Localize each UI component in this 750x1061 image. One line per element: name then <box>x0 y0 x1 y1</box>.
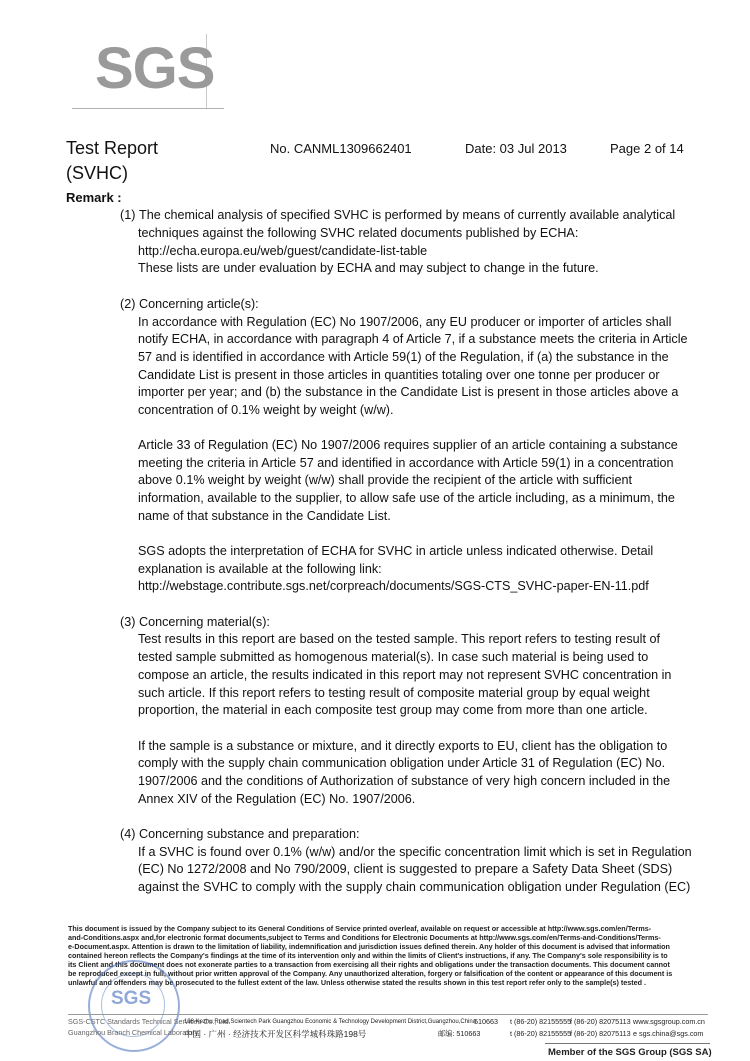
sgs-paper-link: http://webstage.contribute.sgs.net/corpreach/documents/SGS-CTS_SVHC-paper-EN-11.pdf <box>138 579 649 593</box>
remark-heading: Remark : <box>66 190 122 205</box>
echa-link: http://echa.europa.eu/web/guest/candidate-list-table <box>138 244 428 258</box>
address-english: 198 Kezhu Road,Scientech Park Guangzhou Economic & Technology Development District,Guangzhou,China <box>184 1019 477 1025</box>
body-line: above 0.1% weight by weight (w/w) shall provide the recipient of the article with sufficient <box>138 473 632 487</box>
body-line: If the sample is a substance or mixture, and it directly exports to EU, client has the obligation to <box>138 739 668 753</box>
member-divider <box>545 1043 710 1044</box>
body-line: Test results in this report are based on the tested sample. This report refers to testing result of <box>138 632 660 646</box>
lab-name: Guangzhou Branch Chemical Laboratory <box>68 1028 199 1037</box>
section-title: Concerning substance and preparation: <box>139 827 360 841</box>
address-chinese: 中国 · 广州 · 经济技术开发区科学城科珠路198号 <box>184 1029 367 1039</box>
section-title: Concerning material(s): <box>139 615 270 629</box>
disclaimer-line: be reproduced except in full, without prior written approval of the Company. Any unauthorized alteration, forgery or falsification of the content or appearance of this document is <box>68 969 673 978</box>
body-line: explanation is available at the following link: <box>138 562 382 576</box>
body-line: comply with the supply chain communication obligation under Article 31 of Regulation (EC) No. <box>138 756 666 770</box>
report-date: Date: 03 Jul 2013 <box>465 141 567 156</box>
disclaimer-line: This document is issued by the Company subject to its General Conditions of Service printed overleaf, available on request or accessible at http://www.sgs.com/en/Terms- <box>68 924 652 933</box>
section-number: (2) <box>120 297 136 311</box>
body-line: tested sample submitted as homogenous material(s). In case such material is being used to <box>138 650 649 664</box>
body-line: against the SVHC to comply with the supply chain communication obligation under Regulation (EC) <box>138 880 691 894</box>
disclaimer-line: its Client and this document does not exonerate parties to a transaction from exercising all their rights and obligations under the transaction documents. This document cannot <box>68 960 670 969</box>
company-name: SGS-CSTC Standards Technical Services Co., Ltd. <box>68 1017 231 1026</box>
body-line: notify ECHA, in accordance with paragraph 4 of Article 7, if a substance meets the criteria in Article <box>138 332 688 346</box>
phone-english: t (86-20) 82155555 <box>510 1017 572 1026</box>
disclaimer-line: unlawful and offenders may be prosecuted to the fullest extent of the law. Unless otherwise stated the results shown in this test report refer only to the sample(s) tested . <box>68 978 647 987</box>
website: www.sgsgroup.com.cn <box>633 1017 705 1026</box>
body-line: 1907/2006 and the conditions of Authorization of substance of very high concern included in the <box>138 774 671 788</box>
report-number: No. CANML1309662401 <box>270 141 412 156</box>
body-line: proportion, the material in each composite test group may come from more than one article. <box>138 703 648 717</box>
postcode-chinese: 邮编: 510663 <box>438 1029 481 1038</box>
body-line: In accordance with Regulation (EC) No 1907/2006, any EU producer or importer of articles shall <box>138 315 672 329</box>
phone-chinese: t (86-20) 82155555 <box>510 1029 572 1038</box>
section-number: (4) <box>120 827 136 841</box>
section-title: Concerning article(s): <box>139 297 259 311</box>
logo-underline <box>72 108 224 109</box>
body-line: compose an article, the results indicated in this report may not represent SVHC concentration in <box>138 668 672 682</box>
section-number: (1) <box>120 208 136 222</box>
body-line: such article. If this report refers to testing result of composite material group by equal weight <box>138 686 650 700</box>
body-line: importer per year; and (b) the substance in the Candidate List is present in those articles above a <box>138 385 679 399</box>
body-line: Article 33 of Regulation (EC) No 1907/2006 requires supplier of an article containing a substance <box>138 438 678 452</box>
email: e sgs.china@sgs.com <box>633 1029 704 1038</box>
body-line: information, available to the supplier, to allow safe use of the article including, as a minimum, the <box>138 491 675 505</box>
body-line: Candidate List is present in those articles in quantities totaling over one tonne per producer or <box>138 368 660 382</box>
body-line: techniques against the following SVHC related documents published by ECHA: <box>138 226 579 240</box>
disclaimer-line: and-Conditions.aspx and,for electronic format documents,subject to Terms and Conditions for Electronic Documents at http://www.sgs.com/en/Terms-and-Conditions/Terms- <box>68 933 661 942</box>
body-line: The chemical analysis of specified SVHC is performed by means of currently available analytical <box>139 208 676 222</box>
disclaimer-line: contained hereon reflects the Company's findings at the time of its intervention only and within the limits of Client's instructions, if any. The Company's sole responsibility is to <box>68 951 668 960</box>
body-line: concentration of 0.1% weight by weight (w/w). <box>138 403 394 417</box>
report-title: Test Report <box>66 138 159 158</box>
postcode-english: 510663 <box>474 1017 498 1026</box>
sgs-logo: SGS <box>95 36 215 101</box>
body-line: These lists are under evaluation by ECHA and may subject to change in the future. <box>138 261 599 275</box>
seal-label: SGS <box>111 988 152 1009</box>
body-line: meeting the criteria in Article 57 and identified in accordance with Article 59(1) in a concentration <box>138 456 674 470</box>
section-number: (3) <box>120 615 136 629</box>
report-subtitle: (SVHC) <box>66 163 128 183</box>
body-line: Annex XIV of the Regulation (EC) No. 1907/2006. <box>138 792 416 806</box>
group-membership: Member of the SGS Group (SGS SA) <box>548 1047 712 1058</box>
fax-chinese: f (86-20) 82075113 <box>570 1029 631 1038</box>
body-line: 57 and is identified in accordance with Article 59(1) of the Regulation, if (a) the substance in the <box>138 350 669 364</box>
body-line: If a SVHC is found over 0.1% (w/w) and/or the specific concentration limit which is set in Regulation <box>138 845 692 859</box>
body-line: name of that substance in the Candidate List. <box>138 509 391 523</box>
fax-english: f (86-20) 82075113 <box>570 1017 631 1026</box>
body-line: SGS adopts the interpretation of ECHA for SVHC in article unless indicated otherwise. Detail <box>138 544 654 558</box>
address-divider <box>68 1014 708 1015</box>
page-number: Page 2 of 14 <box>610 141 684 156</box>
disclaimer-line: e-Document.aspx. Attention is drawn to the limitation of liability, indemnification and jurisdiction issues defined therein. Any holder of this document is advised that information <box>68 942 670 951</box>
body-line: (EC) No 1272/2008 and No 790/2009, client is suggested to prepare a Safety Data Sheet (SDS) <box>138 862 673 876</box>
